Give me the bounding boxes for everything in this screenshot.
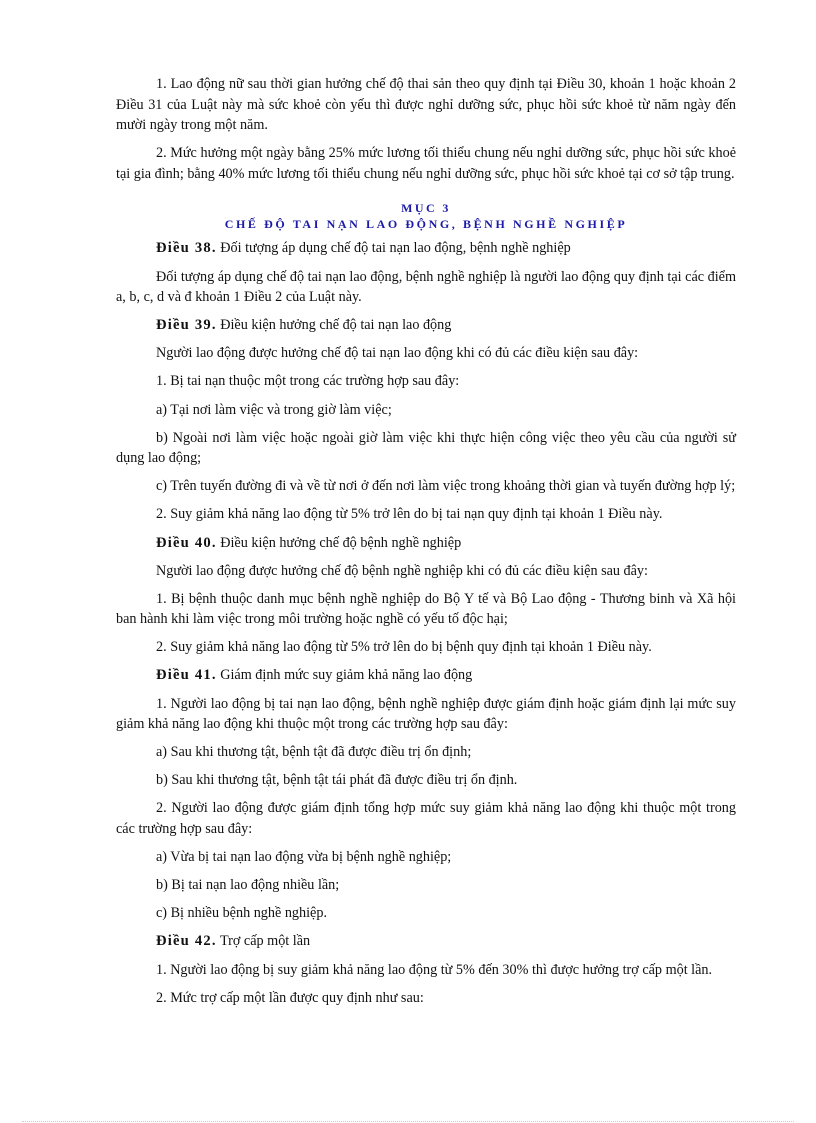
- article-title: Điều kiện hưởng chế độ tai nạn lao động: [216, 317, 452, 334]
- article-heading: [116, 665, 736, 686]
- article-heading: [116, 931, 736, 952]
- paragraph: a) Vừa bị tai nạn lao động vừa bị bệnh nghề nghiệp;: [156, 849, 452, 866]
- article-title: Điều kiện hưởng chế độ bệnh nghề nghiệp: [216, 534, 462, 551]
- paragraph: 1. Bị bệnh thuộc danh mục bệnh nghề nghiệp do Bộ Y tế và Bộ Lao động - Thương binh và Xã hội ban hành khi làm việc trong môi trường hoặc nghề có yếu tố độc hại;: [116, 590, 736, 628]
- section-title: CHẾ ĐỘ TAI NẠN LAO ĐỘNG, BỆNH NGHỀ NGHIỆP: [224, 217, 628, 232]
- paragraph: Người lao động được hưởng chế độ bệnh nghề nghiệp khi có đủ các điều kiện sau đây:: [156, 562, 648, 579]
- article-heading: [116, 533, 736, 554]
- paragraph: 2. Mức hưởng một ngày bằng 25% mức lương tối thiểu chung nếu nghỉ dưỡng sức, phục hồi sức khoẻ tại gia đình; bằng 40% mức lương tối thiểu chung nếu nghỉ dưỡng sức, phục hồi sức khoẻ tại cơ sở tập trung.: [116, 145, 736, 182]
- article-number: Điều 39.: [156, 317, 217, 334]
- article-title: Đối tượng áp dụng chế độ tai nạn lao động, bệnh nghề nghiệp: [216, 240, 571, 257]
- paragraph: 1. Người lao động bị tai nạn lao động, bệnh nghề nghiệp được giám định hoặc giám định lại mức suy giảm khả năng lao động khi thuộc một trong các trường hợp sau đây:: [116, 695, 736, 733]
- paragraph: a) Tại nơi làm việc và trong giờ làm việc;: [156, 401, 392, 418]
- article-heading: [116, 238, 736, 259]
- document-body: [116, 74, 736, 1016]
- paragraph: 1. Lao động nữ sau thời gian hưởng chế độ thai sản theo quy định tại Điều 30, khoản 1 hoặc khoản 2 Điều 31 của Luật này mà sức khoẻ còn yếu thì được nghỉ dưỡng sức, phục hồi sức khoẻ từ năm ngày đến mười ngày trong một năm.: [116, 76, 736, 134]
- paragraph: c) Bị nhiều bệnh nghề nghiệp.: [156, 905, 327, 922]
- article-title: Trợ cấp một lần: [216, 933, 311, 950]
- article-number: Điều 42.: [156, 933, 217, 950]
- page-bottom-divider: [22, 1121, 794, 1122]
- section-number: MỤC 3: [401, 201, 451, 216]
- article-title: Giám định mức suy giảm khả năng lao động: [216, 667, 473, 684]
- paragraph: 2. Suy giảm khả năng lao động từ 5% trở lên do bị tai nạn quy định tại khoản 1 Điều này.: [156, 506, 663, 523]
- article-number: Điều 41.: [156, 667, 217, 684]
- paragraph: 1. Bị tai nạn thuộc một trong các trường hợp sau đây:: [156, 373, 460, 390]
- paragraph: b) Sau khi thương tật, bệnh tật tái phát đã được điều trị ổn định.: [156, 772, 518, 789]
- paragraph: b) Bị tai nạn lao động nhiều lần;: [156, 877, 340, 894]
- paragraph: a) Sau khi thương tật, bệnh tật đã được điều trị ổn định;: [156, 744, 472, 761]
- paragraph: Đối tượng áp dụng chế độ tai nạn lao động, bệnh nghề nghiệp là người lao động quy định tại các điểm a, b, c, d và đ khoản 1 Điều 2 của Luật này.: [116, 268, 736, 306]
- paragraph: 2. Người lao động được giám định tổng hợp mức suy giảm khả năng lao động khi thuộc một trong các trường hợp sau đây:: [116, 800, 736, 838]
- paragraph: c) Trên tuyến đường đi và về từ nơi ở đến nơi làm việc trong khoảng thời gian và tuyến đường hợp lý;: [156, 478, 736, 495]
- paragraph: 2. Mức trợ cấp một lần được quy định như sau:: [156, 989, 424, 1006]
- article-number: Điều 40.: [156, 534, 217, 551]
- paragraph: Người lao động được hưởng chế độ tai nạn lao động khi có đủ các điều kiện sau đây:: [156, 345, 639, 362]
- article-number: Điều 38.: [156, 240, 217, 257]
- section-heading: [116, 200, 736, 232]
- paragraph: b) Ngoài nơi làm việc hoặc ngoài giờ làm việc khi thực hiện công việc theo yêu cầu của người sử dụng lao động;: [116, 429, 736, 467]
- paragraph: 1. Người lao động bị suy giảm khả năng lao động từ 5% đến 30% thì được hưởng trợ cấp một lần.: [156, 961, 713, 978]
- article-heading: [116, 315, 736, 336]
- paragraph: 2. Suy giảm khả năng lao động từ 5% trở lên do bị bệnh quy định tại khoản 1 Điều này.: [156, 639, 652, 656]
